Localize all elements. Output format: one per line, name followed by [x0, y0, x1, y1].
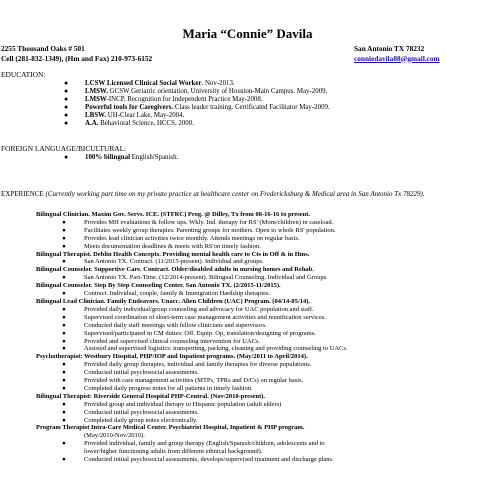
bullet-icon: ● [62, 234, 66, 242]
bullet-icon: ● [62, 369, 66, 377]
bullet-icon: ● [62, 440, 66, 448]
job-duty: ● Conducted initial psychosocial assessments. [62, 408, 199, 416]
job-duty: ● Supervised/participated in CM duties: Off. Equip. Op, translation/designing of programs. [62, 329, 316, 337]
language-item-text: English/Spanish. [130, 154, 179, 161]
job-duty: ● Completed daily group notes electronically. [62, 416, 198, 424]
experience-heading: EXPERIENCE [1, 190, 44, 198]
job-duty: ● San Antonio TX. Part-Time. (12/2014-present). Bilingual Counseling. Individual and Groups. [62, 274, 328, 282]
bullet-icon: ● [62, 329, 66, 337]
job-duty: ● Provided individual, family and group therapy (English/Spanish/children, adolescents and to [62, 440, 325, 448]
job-duty-continued: (May/2010-Nov/2010). [84, 432, 145, 440]
job-title: Bilingual Lead Clinician. Family Endeavors. Unacc. Alien Children (UAC) Program. (04/14-05/14). [36, 297, 311, 305]
bullet-icon: ● [62, 416, 66, 424]
education-item [0, 104, 330, 112]
education-item-text: . Nov-2013. [201, 80, 235, 87]
education-item-text: GCSW Geriatric orientation, University of Houston-Main Campus. May-2009. [107, 87, 328, 95]
job-duty: ● Conducted daily staff meetings with fellow clinicians and supervisors. [62, 321, 267, 329]
job-duty: ● Conducted initial psychosocial assessments. [62, 369, 199, 377]
job-duty: ● Provided daily individual/group counseling and advocacy for UAC population and staff. [62, 305, 314, 313]
bullet-icon: ● [64, 119, 69, 127]
bullet-icon: ● [62, 242, 66, 250]
bullet-icon: ● [64, 111, 69, 119]
job-duty-continued: lower/higher functioning adults from different ethnical background). [84, 448, 263, 456]
job-duty: ● Provided with case management activities (MTPs, TPRs and D/Cs) on regular basis. [62, 377, 304, 385]
contact-left [1, 44, 152, 63]
bullet-icon: ● [62, 313, 66, 321]
bullet-icon: ● [62, 321, 66, 329]
job-duty: ● Meets documentation deadlines & meets with RS'on timely fashion. [62, 242, 261, 250]
education-item [0, 120, 330, 128]
job-duty: ● Provides lead clinician activities twice monthly. Attends meetings on regular basis. [62, 234, 300, 242]
bullet-icon: ● [62, 400, 66, 408]
bullet-icon: ● [62, 218, 66, 226]
bullet-icon: ● [62, 337, 66, 345]
bullet-icon: ● [64, 87, 69, 95]
bullet-icon: ● [62, 408, 66, 416]
bullet-icon: ● [64, 80, 69, 87]
education-item-bold: LBSW. [85, 111, 107, 119]
education-item-bold: Powerful tools for Caregivers. [85, 103, 174, 111]
job-duty: ● Conducted initial psychosocial assessments, develops/supervised treatment and discharge plans. [62, 456, 334, 464]
language-heading: FOREIGN LANGUAGE/BICULTURAL: [1, 144, 127, 153]
job-duty: ● Completed daily progress notes for all patients in timely fashion. [62, 384, 253, 392]
bullet-icon: ● [64, 103, 69, 111]
language-list [0, 154, 178, 162]
education-item-bold: A.A. [85, 119, 99, 127]
bullet-icon: ● [62, 258, 66, 266]
experience-intro [1, 190, 481, 199]
education-list [0, 80, 330, 127]
education-heading: EDUCATION: [1, 70, 46, 79]
bullet-icon: ● [64, 154, 69, 161]
education-item [0, 88, 330, 96]
job-duty: ● Provided daily group therapies, individual and family therapies for diverse populations. [62, 361, 312, 369]
education-item-text: Behavioral Science, HCCS, 2000. [98, 119, 194, 127]
language-item-bold: 100% bilingual [85, 154, 130, 161]
education-item [0, 96, 330, 104]
education-item-bold: LCSW Licensed Clinical Social Worker [85, 80, 202, 87]
job-title: Bilingual Therapist: Riverside General Hospital PHP-Central. (Nov/2010-present). [36, 392, 266, 400]
job-duty: ● Provided and supervised clinical counseling intervention for UACs. [62, 337, 261, 345]
bullet-icon: ● [62, 274, 66, 282]
address: 2255 Thousand Oaks # 501 [1, 44, 85, 53]
resume-name: Maria “Connie” Davila [182, 26, 313, 41]
job-duty: ● Assisted and supervised logistics: transporting, packing, cleaning and providing counseling to UACs. [62, 345, 348, 353]
job-title: Bilingual Counselor. Supportive Care. Contract. Older/disabled adults in nursing homes and Rehab. [36, 266, 314, 274]
experience-note: (Currently working part time on my private practice at healthcare center on Fredericksburg & Medical area in San Antonio Tx 78229). [45, 190, 425, 198]
job-title: Bilingual Counselor. Step By Step Counseling Center. San Antonio TX. (2/2015-11/2015). [36, 282, 281, 290]
education-item [0, 80, 330, 88]
job-duty: ● Provides MH evaluations & follow ups. Wkly. Ind. therapy for RS' (Mom/children) in caseload. [62, 218, 334, 226]
education-item-text: Class leader training. Certificated Facilitator May-2009. [173, 103, 330, 111]
bullet-icon: ● [62, 226, 66, 234]
job-duty: ● Supervised coordination of short-term case management activities and reunification services. [62, 313, 326, 321]
job-duty: ● San Antonio TX. Contract. (11/2015-present). Individual and groups. [62, 258, 264, 266]
bullet-icon: ● [62, 305, 66, 313]
bullet-icon: ● [62, 456, 66, 464]
education-item-bold: LMSW- [85, 95, 109, 103]
job-title: Program Therapist Intra-Care Medical Center. Psychiatrist Hospital, Inpatient & PHP program. [36, 424, 305, 432]
job-duty: ● Provided group and individual therapy to Hispanic population (adult elders) [62, 400, 282, 408]
city: San Antonio TX 78232 [354, 44, 425, 53]
bullet-icon: ● [62, 345, 66, 353]
language-item [0, 154, 178, 162]
education-item-bold: LMSW. [85, 87, 108, 95]
education-item [0, 112, 330, 120]
bullet-icon: ● [62, 361, 66, 369]
bullet-icon: ● [62, 377, 66, 385]
contact-right [354, 44, 440, 63]
education-item-text: INCP. Recognition for Independent Practice May-2008. [108, 95, 263, 103]
education-item-text: UH-Clear Lake, May-2004. [106, 111, 185, 119]
bullet-icon: ● [62, 290, 66, 298]
job-duty: ● Facilitates weekly group therapies. Parenting groups for mothers. Open to whole RS' population. [62, 226, 336, 234]
phone: Cell (281-832-1349), (Hm and Fax) 210-973-6152 [1, 53, 153, 63]
bullet-icon: ● [64, 95, 69, 103]
job-title: Psychotherapist: Westbury Hospital, PHP/IOP and Inpatient programs. (May/2011 to April/2014). [36, 353, 308, 361]
job-title: Bilingual Therapist. Deblin Health Concepts. Providing mental health care to Cts in Off & in Hms. [36, 250, 310, 258]
job-duty: ● Contract. Individual, couple, family & Immigration Hardship therapies. [62, 290, 271, 298]
experience-list [0, 211, 495, 464]
bullet-icon: ● [62, 384, 66, 392]
email-link[interactable]: conniedavila88@gmail.com [354, 53, 440, 63]
job-title: Bilingual Clinician. Maxim Gov. Servs. ICE. (STFRC) Prog. @ Dilley, Tx from 08-16-16 to present. [36, 211, 311, 218]
